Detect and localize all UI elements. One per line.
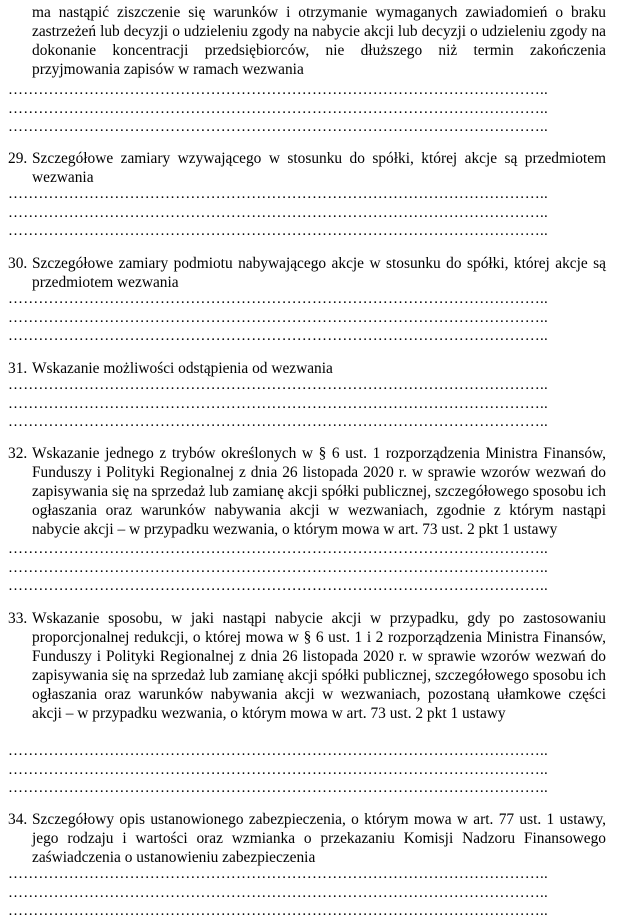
dotted-fill-line: …………………………………………………………………………………………….. <box>8 885 548 901</box>
section-text: Szczegółowy opis ustanowionego zabezpieczenia, o którym mowa w art. 77 ust. 1 ustawy, jego rodzaju i wartości oraz wzmianka o przekazaniu Komisji Nadzoru Finansowego zaświadczenia o ustanowieniu zabezpieczenia <box>32 811 606 866</box>
section-text: Szczegółowe zamiary podmiotu nabywającego akcje w stosunku do spółki, której akcje są przedmiotem wezwania <box>32 255 606 291</box>
dotted-fill-line: …………………………………………………………………………………………….. <box>8 780 548 796</box>
dotted-fill-line: …………………………………………………………………………………………….. <box>8 377 548 393</box>
section-text: Wskazanie jednego z trybów określonych w § 6 ust. 1 rozporządzenia Ministra Finansów, Funduszy i Polityki Regionalnej z dnia 26 listopada 2020 r. w sprawie wzorów wezwań do zapisywania się na sprzedaż lub zamianę akcji spółki publicznej, szczegółowego sposobu ich ogłaszania oraz warunków nabywania akcji w wezwaniach, zgodnie z którym nastąpi nabycie akcji – w przypadku wezwania, o którym mowa w art. 73 ust. 2 pkt 1 ustawy <box>32 445 606 538</box>
dotted-fill-line: …………………………………………………………………………………………….. <box>8 291 548 307</box>
dotted-fill-line: …………………………………………………………………………………………….. <box>8 762 548 778</box>
dotted-fill-line: …………………………………………………………………………………………….. <box>8 310 548 326</box>
dotted-fill-line: …………………………………………………………………………………………….. <box>8 743 548 759</box>
section-number: 33. <box>8 610 28 627</box>
dotted-fill-line: …………………………………………………………………………………………….. <box>8 866 548 882</box>
dotted-fill-line: …………………………………………………………………………………………….. <box>8 205 548 221</box>
dotted-fill-line: …………………………………………………………………………………………….. <box>8 560 548 576</box>
section-29 <box>8 149 606 187</box>
section-number: 29. <box>8 150 28 167</box>
dotted-fill-line: …………………………………………………………………………………………….. <box>8 119 548 135</box>
section-34 <box>8 810 606 867</box>
section-31 <box>8 359 606 378</box>
dotted-fill-line: …………………………………………………………………………………………….. <box>8 578 548 594</box>
dotted-fill-line: …………………………………………………………………………………………….. <box>8 82 548 98</box>
section-number: 30. <box>8 255 28 272</box>
dotted-fill-line: …………………………………………………………………………………………….. <box>8 186 548 202</box>
dotted-fill-line: …………………………………………………………………………………………….. <box>8 903 548 919</box>
section-text: Wskazanie sposobu, w jaki nastąpi nabycie akcji w przypadku, gdy po zastosowaniu proporcjonalnej redukcji, o której mowa w § 6 ust. 1 i 2 rozporządzenia Ministra Finansów, Funduszy i Polityki Regionalnej z dnia 26 listopada 2020 r. w sprawie wzorów wezwań do zapisywania się na sprzedaż lub zamianę akcji spółki publicznej, szczegółowego sposobu ich ogłaszania oraz warunków nabywania akcji w wezwaniach, pozostaną ułamkowe części akcji – w przypadku wezwania, o którym mowa w art. 73 ust. 2 pkt 1 ustawy <box>32 610 606 722</box>
dotted-fill-line: …………………………………………………………………………………………….. <box>8 541 548 557</box>
dotted-fill-line: …………………………………………………………………………………………….. <box>8 328 548 344</box>
dotted-fill-line: …………………………………………………………………………………………….. <box>8 396 548 412</box>
section-number: 32. <box>8 445 28 462</box>
section-30 <box>8 254 606 292</box>
section-number: 34. <box>8 811 28 828</box>
section-33 <box>8 609 606 723</box>
dotted-fill-line: …………………………………………………………………………………………….. <box>8 223 548 239</box>
continuation-paragraph: ma nastąpić ziszczenie się warunków i otrzymanie wymaganych zawiadomień o braku zastrzeżeń lub decyzji o udzieleniu zgody na nabycie akcji lub decyzji o udzieleniu zgody na dokonanie koncentracji przedsiębiorców, nie dłuższego niż termin zakończenia przyjmowania zapisów w ramach wezwania <box>32 4 606 78</box>
dotted-fill-line: …………………………………………………………………………………………….. <box>8 101 548 117</box>
section-text: Szczegółowe zamiary wzywającego w stosunku do spółki, której akcje są przedmiotem wezwania <box>32 150 606 186</box>
section-number: 31. <box>8 360 28 377</box>
dotted-fill-line: …………………………………………………………………………………………….. <box>8 414 548 430</box>
section-32 <box>8 444 606 539</box>
section-text: Wskazanie możliwości odstąpienia od wezwania <box>32 360 333 377</box>
